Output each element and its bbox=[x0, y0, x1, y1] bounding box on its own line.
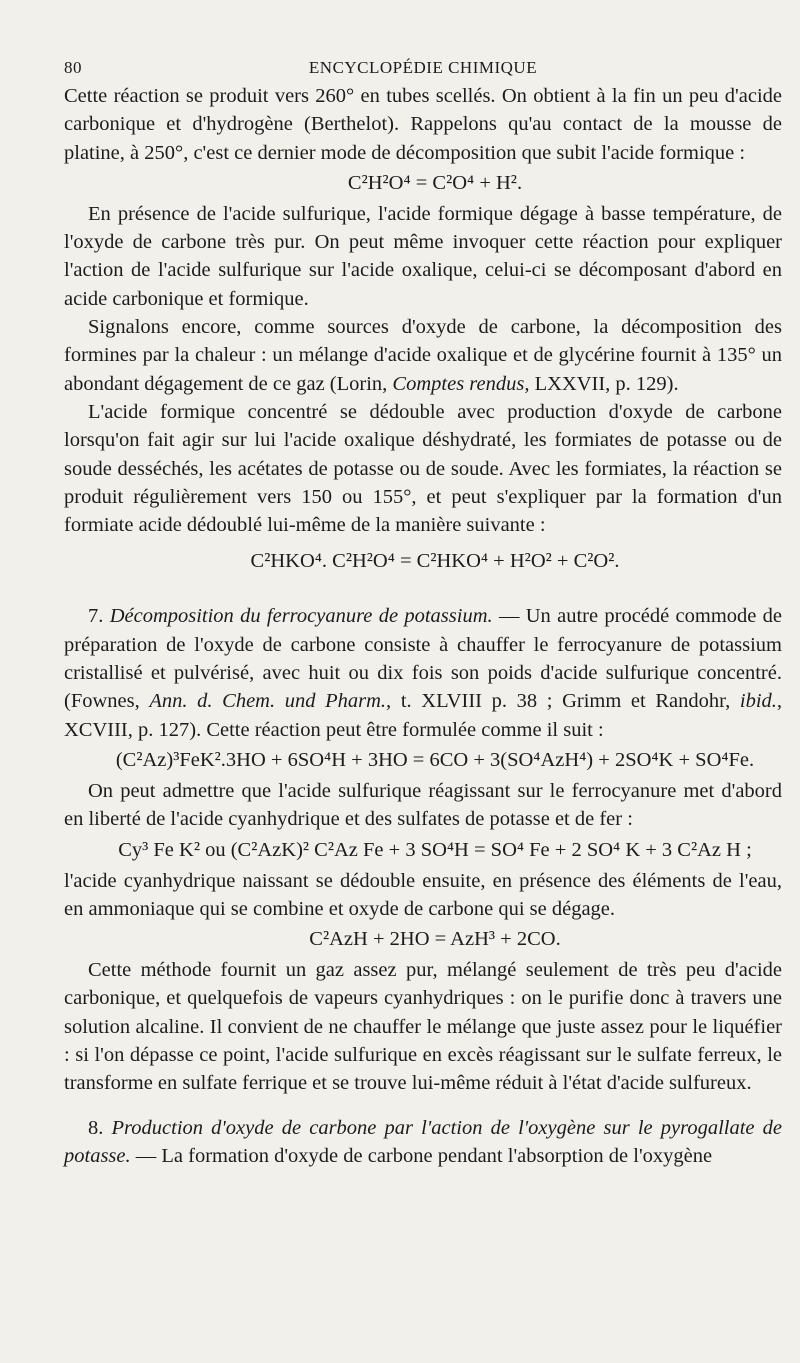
section-7-number: 7. bbox=[88, 605, 104, 628]
paragraph-3-text: Signalons encore, comme sources d'oxyde de carbone, la décomposition des formines par la chaleur : un mélange d'acide oxalique et de glycérine fournit à 135° un abondant dégagement de ce gaz (Lorin, bbox=[64, 316, 782, 395]
paragraph-3-ref: LXXVII, p. 129). bbox=[534, 372, 679, 395]
section-7-title: Décomposition du ferrocyanure de potassium. bbox=[109, 605, 493, 628]
section-7-text-c: XCVIII, p. 127). Cette réaction peut être formulée comme il suit : bbox=[64, 718, 604, 741]
section-8 bbox=[64, 1114, 782, 1171]
paragraph-2: En présence de l'acide sulfurique, l'acide formique dégage à basse température, de l'oxyde de carbone très pur. On peut même invoquer cette réaction pour expliquer l'action de l'acide sulfurique sur l'acide oxalique, celui-ci se décomposant d'abord en acide carbonique et formique. bbox=[64, 202, 782, 310]
section-7 bbox=[64, 602, 782, 743]
formula-1: C²H²O⁴ = C²O⁴ + H². bbox=[347, 171, 523, 194]
section-7-text: — Un autre procédé commode de préparation de l'oxyde de carbone consiste à chauffer le ferrocyanure de potassium cristallisé et pulvérisé, avec huit ou dix fois son poids d'acide sulfurique concentré. (Fownes, bbox=[64, 605, 783, 713]
formula-3: (C²Az)³FeK².3HO + 6SO⁴H + 3HO = 6CO + 3(SO⁴AzH⁴) + 2SO⁴K + SO⁴Fe. bbox=[115, 748, 755, 771]
formula-5: C²AzH + 2HO = AzH³ + 2CO. bbox=[309, 928, 561, 951]
body-text bbox=[64, 82, 782, 1170]
paragraph-8: Cette méthode fournit un gaz assez pur, mélangé seulement de très peu d'acide carbonique, et quelquefois de vapeurs cyanhydriques : on le purifie donc à travers une solution alcaline. Il convient de ne chauffer le mélange que juste assez pour le liquéfier : si l'on dépasse ce point, l'acide sulfurique en excès réagissant sur le sulfate ferreux, le transforme en sulfate ferrique et se trouve lui-même réduit à l'état d'acide sulfureux. bbox=[64, 959, 782, 1095]
section-8-text: — La formation d'oxyde de carbone pendant l'absorption de l'oxygène bbox=[135, 1144, 713, 1167]
reference-journal: Ann. d. Chem. und Pharm., bbox=[149, 690, 392, 713]
page-number: 80 bbox=[64, 58, 82, 77]
formula-2: C²HKO⁴. C²H²O⁴ = C²HKO⁴ + H²O² + C²O². bbox=[250, 550, 620, 573]
running-header bbox=[64, 52, 782, 82]
section-8-number: 8. bbox=[88, 1116, 104, 1139]
citation-title: Comptes rendus, bbox=[392, 372, 530, 395]
running-title: ENCYCLOPÉDIE CHIMIQUE bbox=[308, 58, 538, 77]
section-8-title: Production d'oxyde de carbone par l'action de l'oxygène sur le pyrogallate de potasse. bbox=[64, 1116, 782, 1167]
section-7-text-b: t. XLVIII p. 38 ; Grimm et Randohr, bbox=[400, 690, 731, 713]
paragraph-6: On peut admettre que l'acide sulfurique réagissant sur le ferrocyanure met d'abord en liberté de l'acide cyanhydrique et des sulfates de potasse et de fer : bbox=[64, 779, 782, 831]
formula-4: Cy³ Fe K² ou (C²AzK)² C²Az Fe + 3 SO⁴H = SO⁴ Fe + 2 SO⁴ K + 3 C²Az H ; bbox=[118, 838, 752, 861]
paragraph-7: l'acide cyanhydrique naissant se dédouble ensuite, en présence des éléments de l'eau, en ammoniaque qui se combine et oxyde de carbone qui se dégage. bbox=[64, 869, 782, 920]
paragraph-1: Cette réaction se produit vers 260° en tubes scellés. On obtient à la fin un peu d'acide carbonique et d'hydrogène (Berthelot). Rappelons qu'au contact de la mousse de platine, à 250°, c'est ce dernier mode de décomposition que subit l'acide formique : bbox=[64, 85, 782, 164]
reference-ibid: ibid., bbox=[739, 690, 783, 713]
paragraph-4: L'acide formique concentré se dédouble avec production d'oxyde de carbone lorsqu'on fait agir sur lui l'acide oxalique déshydraté, les formiates de potasse ou de soude desséchés, les acétates de potasse ou de soude. Avec les formiates, la réaction se produit régulièrement vers 150 ou 155°, et peut s'expliquer par la formation d'un formiate acide dédoublé lui-même de la manière suivante : bbox=[64, 400, 782, 537]
paragraph-3 bbox=[64, 313, 782, 398]
